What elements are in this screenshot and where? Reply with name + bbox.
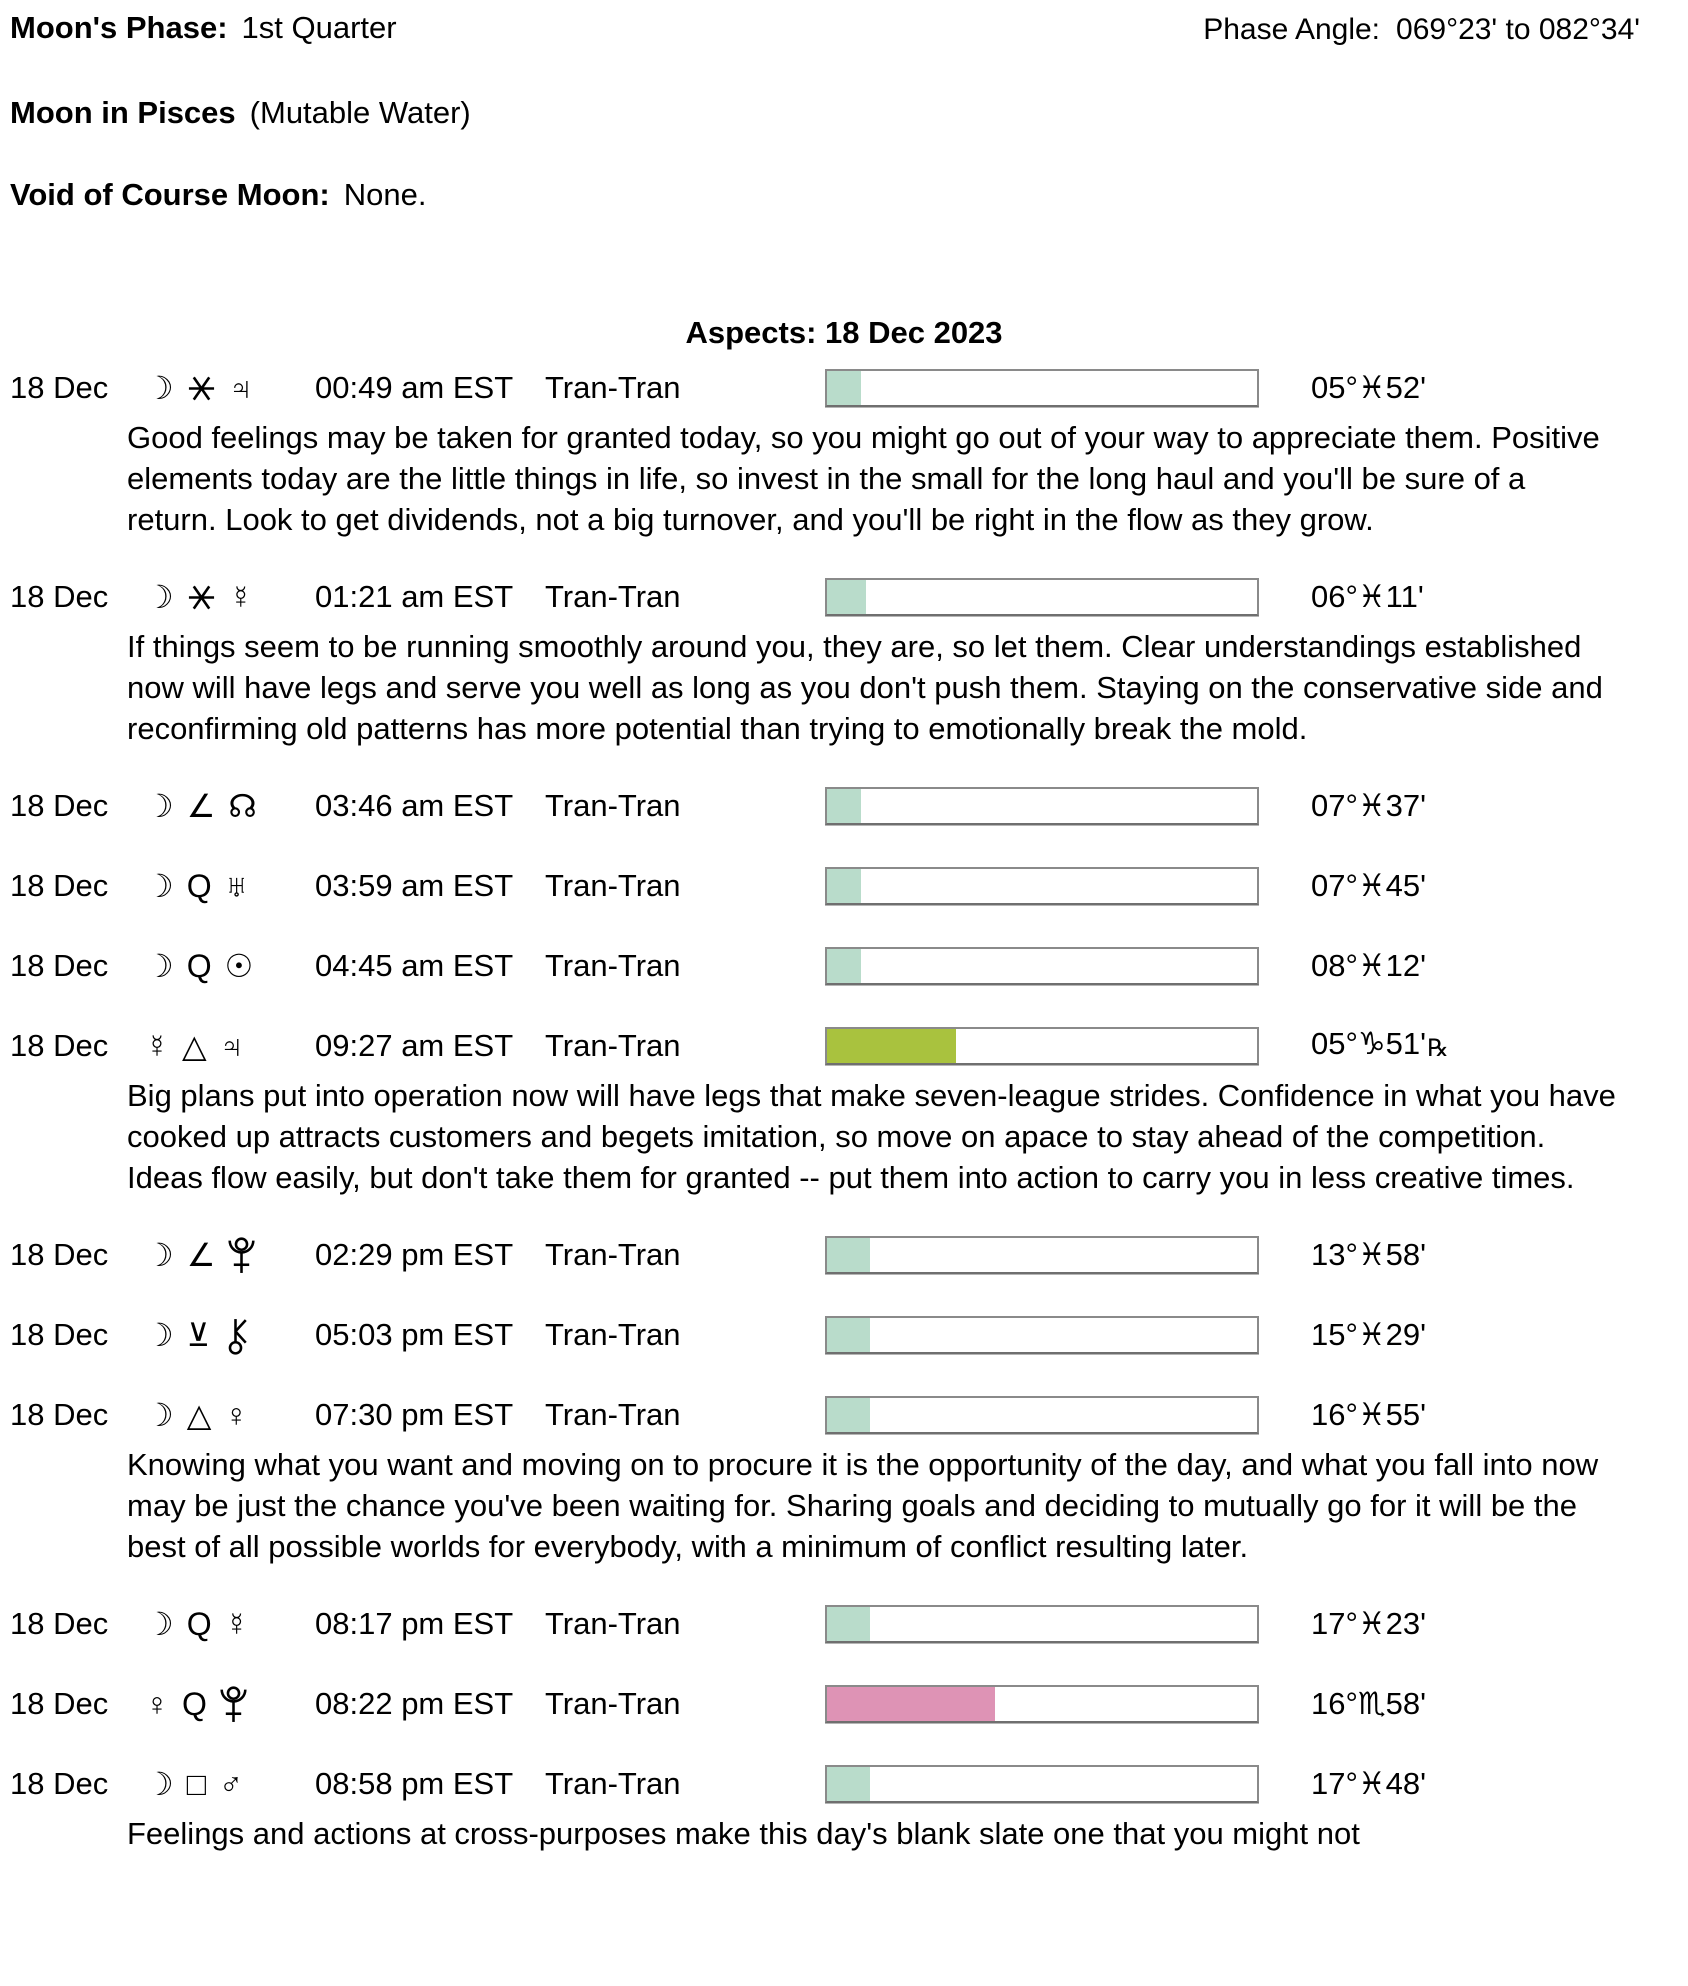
aspects-list — [10, 365, 1678, 1854]
aspect-description: Knowing what you want and moving on to procure it is the opportunity of the day, and what you fall into now may be just the chance you've been waiting for. Sharing goals and deciding to mutually go for it will be the best of all possible worlds for everybody, with a minimum of conflict resulting later. — [127, 1447, 1599, 1564]
moon-icon: ☽ — [145, 788, 174, 824]
orb-bar-fill — [827, 1029, 956, 1063]
moon-sign-note: (Mutable Water) — [249, 95, 471, 130]
aspect-row — [10, 1681, 1678, 1727]
orb-bar-fill — [827, 789, 861, 823]
moon-icon: ☽ — [145, 1606, 174, 1642]
aspect-degree: 17°♓23' — [1311, 1606, 1427, 1641]
orb-bar-fill — [827, 1687, 995, 1721]
aspect-date: 18 Dec — [10, 1606, 109, 1641]
jupiter-icon: ♃ — [219, 1028, 244, 1064]
aspect-row — [10, 1232, 1678, 1278]
orb-bar-fill — [827, 1238, 870, 1272]
venus-icon: ♀ — [224, 1397, 249, 1433]
orb-bar-fill — [827, 371, 861, 405]
aspect-orb-bar — [825, 1236, 1259, 1274]
sun-icon: ☉ — [224, 948, 254, 984]
orb-bar-fill — [827, 1398, 870, 1432]
pluto-icon — [228, 1236, 255, 1275]
aspect-degree: 13°♓58' — [1311, 1237, 1427, 1272]
mercury-icon: ☿ — [145, 1028, 169, 1064]
aspect-time: 00:49 am EST — [315, 370, 514, 405]
semisquare-icon: ∠ — [186, 1237, 216, 1273]
aspect-symbols — [145, 1684, 305, 1724]
aspect-description: Big plans put into operation now will have legs that make seven-league strides. Confidence in what you have cooked up attracts customers and begets imitation, so move on apace to stay ahead of the competition. Ideas flow easily, but don't take them for granted -- put them into action to carry you in less creative times. — [127, 1078, 1616, 1195]
aspects-title: Aspects: 18 Dec 2023 — [685, 315, 1003, 350]
aspect-row — [10, 1312, 1678, 1358]
trine-icon: △ — [182, 1028, 207, 1064]
aspect-type: Tran-Tran — [545, 579, 681, 614]
aspect-orb-bar — [825, 867, 1259, 905]
aspect-time: 08:22 pm EST — [315, 1686, 514, 1721]
phase-angle-value: 069°23' to 082°34' — [1396, 13, 1640, 46]
mercury-icon: ☿ — [224, 1606, 249, 1642]
mars-icon: ♂ — [219, 1766, 244, 1802]
aspect-type: Tran-Tran — [545, 948, 681, 983]
aspect-symbols — [145, 1395, 305, 1435]
aspect-degree: 07°♓37' — [1311, 788, 1427, 823]
aspect-orb-bar — [825, 578, 1259, 616]
aspect-orb-bar — [825, 1605, 1259, 1643]
aspect-degree: 15°♓29' — [1311, 1317, 1427, 1352]
aspect-date: 18 Dec — [10, 788, 109, 823]
aspect-time: 09:27 am EST — [315, 1028, 514, 1063]
chiron-icon — [223, 1316, 248, 1355]
aspect-row — [10, 365, 1678, 411]
aspect-type: Tran-Tran — [545, 1686, 681, 1721]
orb-bar-fill — [827, 869, 861, 903]
aspect-row — [10, 783, 1678, 829]
aspect-degree: 05°♑51'℞ — [1311, 1025, 1449, 1062]
aspect-symbols — [145, 1604, 305, 1644]
aspect-symbols — [145, 1315, 305, 1355]
aspect-type: Tran-Tran — [545, 868, 681, 903]
aspect-degree: 17°♓48' — [1311, 1766, 1427, 1801]
voc-label: Void of Course Moon: — [10, 177, 330, 212]
moon-icon: ☽ — [145, 948, 174, 984]
aspect-time: 01:21 am EST — [315, 579, 514, 614]
semisextile-icon: ⊻ — [186, 1317, 211, 1353]
uranus-icon: ♅ — [224, 868, 249, 904]
aspect-orb-bar — [825, 1765, 1259, 1803]
orb-bar-fill — [827, 949, 861, 983]
aspect-symbols — [145, 1764, 305, 1804]
aspect-orb-bar — [825, 947, 1259, 985]
square-icon: □ — [186, 1766, 207, 1802]
aspect-orb-bar — [825, 1396, 1259, 1434]
aspect-time: 02:29 pm EST — [315, 1237, 514, 1272]
aspect-row — [10, 943, 1678, 989]
moon-sign-line — [10, 93, 1678, 133]
aspect-time: 08:17 pm EST — [315, 1606, 514, 1641]
aspect-row — [10, 1023, 1678, 1069]
quintile-icon: Q — [186, 868, 212, 904]
aspect-degree: 06°♓11' — [1311, 579, 1424, 614]
north-node-icon: ☊ — [228, 788, 257, 824]
aspect-row — [10, 1761, 1678, 1807]
aspect-date: 18 Dec — [10, 1237, 109, 1272]
aspect-symbols — [145, 946, 305, 986]
aspect-degree: 07°♓45' — [1311, 868, 1427, 903]
aspect-symbols — [145, 1235, 305, 1275]
aspect-row — [10, 574, 1678, 620]
orb-bar-fill — [827, 1318, 870, 1352]
moon-icon: ☽ — [145, 1766, 174, 1802]
voc-value: None. — [343, 177, 427, 212]
aspect-description: Feelings and actions at cross-purposes make this day's blank slate one that you might not — [127, 1816, 1360, 1851]
aspect-orb-bar — [825, 787, 1259, 825]
trine-icon: △ — [186, 1397, 212, 1433]
pluto-icon — [220, 1685, 247, 1724]
aspect-degree: 16°♏58' — [1311, 1686, 1427, 1721]
aspect-time: 05:03 pm EST — [315, 1317, 514, 1352]
moon-icon: ☽ — [145, 868, 174, 904]
aspect-date: 18 Dec — [10, 579, 109, 614]
aspect-date: 18 Dec — [10, 1766, 109, 1801]
orb-bar-fill — [827, 1767, 870, 1801]
aspect-time: 03:46 am EST — [315, 788, 514, 823]
moon-phase-value: 1st Quarter — [241, 10, 397, 45]
retrograde-icon: ℞ — [1427, 1034, 1449, 1062]
quintile-icon: Q — [186, 1606, 212, 1642]
orb-bar-fill — [827, 1607, 870, 1641]
aspect-time: 08:58 pm EST — [315, 1766, 514, 1801]
aspect-date: 18 Dec — [10, 948, 109, 983]
aspect-date: 18 Dec — [10, 1686, 109, 1721]
sextile-icon — [187, 583, 216, 612]
void-of-course-line — [10, 175, 1678, 215]
aspect-date: 18 Dec — [10, 1028, 109, 1063]
venus-icon: ♀ — [145, 1686, 169, 1722]
aspect-symbols — [145, 1026, 305, 1066]
aspect-symbols — [145, 786, 305, 826]
aspect-orb-bar — [825, 369, 1259, 407]
aspect-degree: 08°♓12' — [1311, 948, 1427, 983]
aspect-date: 18 Dec — [10, 1397, 109, 1432]
phase-angle-label: Phase Angle: — [1203, 13, 1381, 46]
aspect-type: Tran-Tran — [545, 1397, 681, 1432]
aspect-time: 03:59 am EST — [315, 868, 514, 903]
phase-angle — [1203, 10, 1640, 50]
aspect-description: Good feelings may be taken for granted today, so you might go out of your way to appreciate them. Positive elements today are the little things in life, so invest in the small for the long haul and you'll be sure of a return. Look to get dividends, not a big turnover, and you'll be right in the flow as they grow. — [127, 420, 1600, 537]
quintile-icon: Q — [182, 1686, 207, 1722]
sextile-icon — [187, 374, 216, 403]
aspect-orb-bar — [825, 1027, 1259, 1065]
aspect-symbols — [145, 577, 305, 617]
mercury-icon: ☿ — [228, 579, 253, 615]
aspect-type: Tran-Tran — [545, 1317, 681, 1352]
aspect-time: 07:30 pm EST — [315, 1397, 514, 1432]
moon-icon: ☽ — [145, 1317, 174, 1353]
moon-phase-label: Moon's Phase: — [10, 10, 228, 45]
semisquare-icon: ∠ — [186, 788, 216, 824]
moon-icon: ☽ — [145, 370, 174, 406]
aspect-date: 18 Dec — [10, 1317, 109, 1352]
aspect-degree: 05°♓52' — [1311, 370, 1427, 405]
aspect-symbols — [145, 866, 305, 906]
aspect-type: Tran-Tran — [545, 1237, 681, 1272]
quintile-icon: Q — [186, 948, 212, 984]
aspect-date: 18 Dec — [10, 868, 109, 903]
aspect-row — [10, 1392, 1678, 1438]
aspect-degree: 16°♓55' — [1311, 1397, 1427, 1432]
aspect-row — [10, 1601, 1678, 1647]
orb-bar-fill — [827, 580, 866, 614]
moon-sign-label: Moon in Pisces — [10, 95, 236, 130]
aspect-description: If things seem to be running smoothly around you, they are, so let them. Clear understandings established now will have legs and serve you well as long as you don't push them. Staying on the conservative side and reconfirming old patterns has more potential than trying to emotionally break the mold. — [127, 629, 1603, 746]
jupiter-icon: ♃ — [228, 370, 253, 406]
aspect-row — [10, 863, 1678, 909]
moon-icon: ☽ — [145, 1397, 174, 1433]
aspect-date: 18 Dec — [10, 370, 109, 405]
aspect-type: Tran-Tran — [545, 370, 681, 405]
aspect-type: Tran-Tran — [545, 788, 681, 823]
moon-icon: ☽ — [145, 1237, 174, 1273]
aspect-time: 04:45 am EST — [315, 948, 514, 983]
aspect-symbols — [145, 368, 305, 408]
aspect-orb-bar — [825, 1316, 1259, 1354]
aspect-type: Tran-Tran — [545, 1606, 681, 1641]
aspect-type: Tran-Tran — [545, 1766, 681, 1801]
aspect-type: Tran-Tran — [545, 1028, 681, 1063]
moon-icon: ☽ — [145, 579, 174, 615]
aspect-orb-bar — [825, 1685, 1259, 1723]
